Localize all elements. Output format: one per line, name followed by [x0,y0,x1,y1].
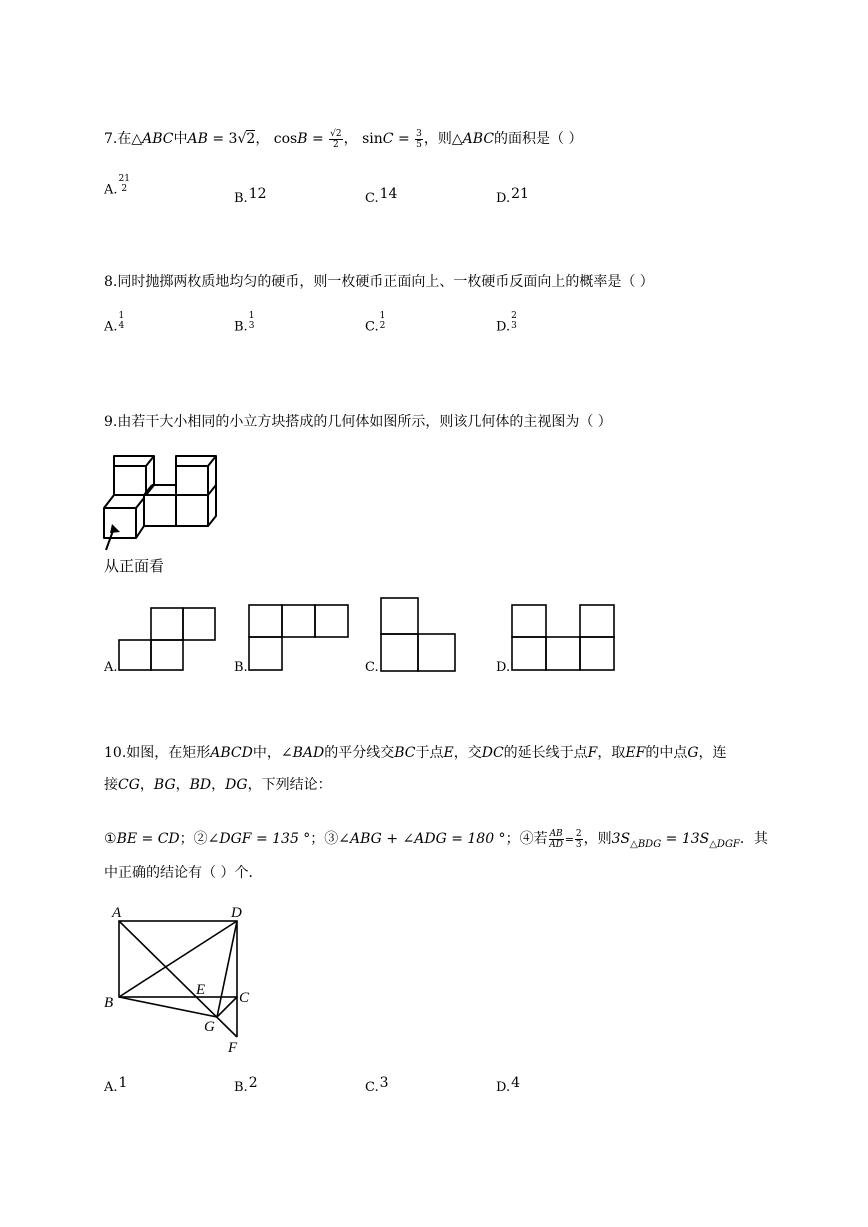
option-fraction: 1 3 [248,311,255,331]
option-fraction: 21 2 [118,174,130,194]
q9-option-d-view [511,604,615,672]
option-fraction: 2 3 [511,311,517,331]
option-fraction: 1 2 [379,311,386,331]
q9-option-c-view [380,597,458,673]
q10-option-b[interactable]: B.2 [234,1075,258,1095]
q9-option-a-view [118,606,218,672]
q8-option-d[interactable]: D. 2 3 [496,311,517,335]
ratio-fraction: $\frac{AB}{AD}$ [549,828,563,850]
rectangle-geometry-figure [100,900,270,1060]
q7-option-d[interactable]: D.21 [496,186,529,206]
q7-stem: 7.在△ABC中AB = 3√2， cosB = $\frac{√2}{2}$ ， sinC = $\frac{3}{5}$ ，则△ABC的面积是（ ） [104,128,583,150]
point-label-d: D [231,905,242,921]
cube-stack-figure [100,452,225,552]
q10-option-d[interactable]: D.4 [496,1075,521,1095]
q9-option-d-label[interactable]: D. [496,660,511,675]
point-label-e: E [196,982,206,998]
point-label-a: A [112,905,122,921]
value-fraction: $\frac{2}{3}$ [575,828,582,850]
q9-option-b-label[interactable]: B. [234,660,248,675]
q10-option-c[interactable]: C.3 [365,1075,389,1095]
point-label-b: B [104,995,114,1011]
q9-caption: 从正面看 [104,557,165,575]
q10-line4: 中正确的结论有（ ）个． [104,865,263,881]
q8-option-b[interactable]: B. 1 3 [234,311,255,335]
q10-line1: 10.如图，在矩形ABCD中，∠BAD的平分线交BC于点E，交DC的延长线于点F，取EF的中点G，连 [104,745,727,761]
point-label-c: C [239,990,250,1006]
q9-option-c-label[interactable]: C. [365,660,379,675]
q8-option-a[interactable]: A. 1 4 [104,311,125,335]
point-label-f: F [228,1040,238,1056]
point-label-g: G [204,1019,215,1035]
q8-option-c[interactable]: C. 1 2 [365,311,386,335]
sin-fraction: $\frac{3}{5}$ [416,128,422,150]
option-fraction: 1 4 [118,311,125,331]
cos-fraction: $\frac{√2}{2}$ [330,128,342,150]
q10-line2: 接CG，BG，BD，DG，下列结论： [104,777,332,793]
q9-option-a-label[interactable]: A. [104,660,118,675]
q9-option-b-view [248,604,350,672]
q7-option-b[interactable]: B.12 [234,186,267,206]
q7-option-c[interactable]: C.14 [365,186,398,206]
q7-option-a[interactable]: A. 21 2 [104,174,130,198]
q8-stem: 8.同时抛掷两枚质地均匀的硬币，则一枚硬币正面向上、一枚硬币反面向上的概率是（ ） [104,274,654,290]
q9-stem: 9.由若干大小相同的小立方块搭成的几何体如图所示，则该几何体的主视图为（ ） [104,414,612,430]
sqrt-sign: √ [237,131,247,147]
q10-line3: ①BE = CD；②∠DGF = 135 °；③∠ABG + ∠ADG = 180 °；④若 $\frac{AB}{AD}$ = $\frac{2}{3}$ ，则$3S_{\triangle BDG} = 13S_{\triangle DGF}$．其 [104,828,768,850]
q10-option-a[interactable]: A.1 [104,1075,128,1095]
